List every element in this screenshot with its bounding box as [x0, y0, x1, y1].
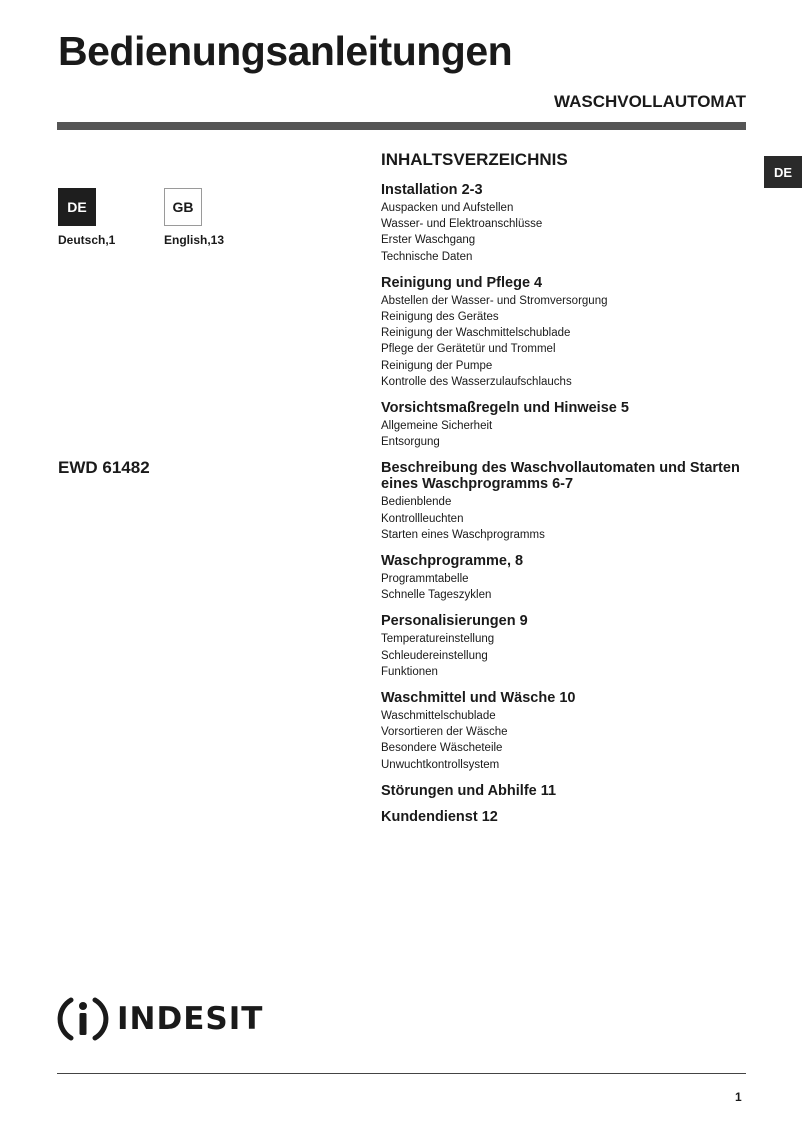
- toc-heading: Vorsichtsmaßregeln und Hinweise 5: [381, 400, 629, 417]
- toc-item: Kontrollleuchten: [381, 512, 464, 525]
- language-box-gb: GB: [164, 188, 202, 226]
- toc-section: [381, 275, 761, 390]
- product-type-subtitle: WASCHVOLLAUTOMAT: [553, 92, 746, 111]
- language-label-de: Deutsch,1: [58, 233, 116, 247]
- toc-item: Kontrolle des Wasserzulaufschlauchs: [381, 375, 572, 388]
- toc-item: Wasser- und Elektroanschlüsse: [381, 218, 543, 231]
- toc-item: Funktionen: [381, 665, 438, 678]
- language-box-de: DE: [58, 188, 96, 226]
- toc-item: Temperatureinstellung: [381, 633, 495, 646]
- toc-item: Bedienblende: [381, 496, 452, 509]
- toc-item: Waschmittelschublade: [381, 710, 496, 723]
- toc-section: [381, 809, 761, 825]
- toc-section: [381, 783, 761, 799]
- toc-section: [381, 400, 761, 450]
- toc-item: Unwuchtkontrollsystem: [381, 758, 500, 771]
- language-side-tab: DE: [764, 156, 802, 188]
- toc-item: Reinigung der Pumpe: [381, 359, 493, 372]
- toc-heading: Installation 2-3: [381, 182, 483, 198]
- toc-item: Reinigung der Waschmittelschublade: [381, 327, 571, 340]
- toc-heading: Beschreibung des Waschvollautomaten und Starten eines Waschprogramms 6-7: [381, 460, 740, 493]
- toc-heading: Störungen und Abhilfe 11: [381, 782, 557, 799]
- toc-item: Erster Waschgang: [381, 234, 476, 247]
- footer-divider: [57, 1073, 746, 1074]
- toc-heading: Personalisierungen 9: [381, 613, 528, 630]
- toc-item: Schnelle Tageszyklen: [381, 589, 492, 602]
- brand-logo: [57, 994, 263, 1044]
- indesit-logo-icon: [57, 994, 109, 1044]
- toc-section: [381, 553, 761, 603]
- model-number: EWD 61482: [58, 458, 150, 477]
- table-of-contents: [381, 150, 761, 835]
- toc-item: Schleudereinstellung: [381, 649, 488, 662]
- toc-section: [381, 690, 761, 773]
- toc-section: [381, 613, 761, 680]
- toc-heading: Waschmittel und Wäsche 10: [381, 690, 576, 707]
- toc-item: Reinigung des Gerätes: [381, 311, 499, 324]
- toc-item: Starten eines Waschprogramms: [381, 528, 545, 541]
- toc-item: Programmtabelle: [381, 573, 469, 586]
- header-divider: [57, 122, 746, 130]
- language-label-gb: English,13: [164, 233, 225, 247]
- brand-name: INDESIT: [117, 1001, 264, 1037]
- page-title: Bedienungsanleitungen: [58, 28, 513, 74]
- toc-item: Technische Daten: [381, 250, 473, 263]
- toc-item: Besondere Wäscheteile: [381, 742, 503, 755]
- toc-heading: Kundendienst 12: [381, 808, 498, 825]
- toc-item: Auspacken und Aufstellen: [381, 202, 514, 214]
- toc-item: Abstellen der Wasser- und Stromversorgung: [381, 294, 608, 307]
- page-number: 1: [735, 1090, 742, 1104]
- toc-item: Vorsortieren der Wäsche: [381, 726, 508, 739]
- toc-heading: Reinigung und Pflege 4: [381, 274, 543, 291]
- toc-item: Allgemeine Sicherheit: [381, 420, 493, 433]
- toc-item: Entsorgung: [381, 436, 440, 449]
- toc-heading: Waschprogramme, 8: [381, 553, 524, 570]
- toc-title: INHALTSVERZEICHNIS: [381, 150, 568, 169]
- toc-section: [381, 460, 761, 543]
- toc-item: Pflege der Gerätetür und Trommel: [381, 343, 556, 356]
- toc-section: [381, 182, 761, 265]
